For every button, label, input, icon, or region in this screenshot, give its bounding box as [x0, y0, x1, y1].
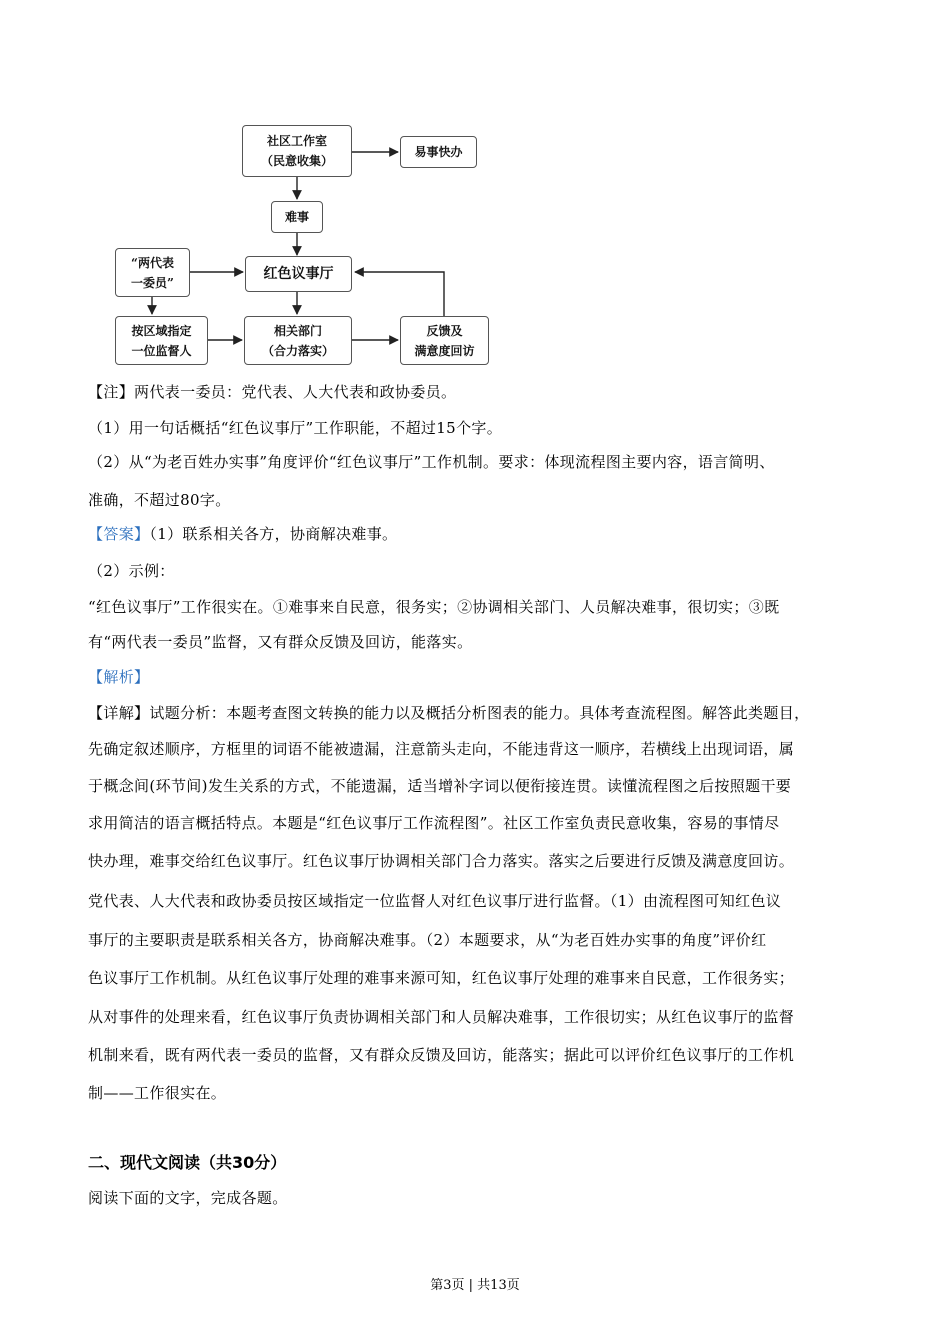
question-2-line-1: （2）从“为老百姓办实事”角度评价“红色议事厅”工作机制。要求：体现流程图主要内容，语言简明、 [88, 453, 775, 471]
note: 【注】两代表一委员：党代表、人大代表和政协委员。 [88, 383, 457, 401]
detail-line: 求用简洁的语言概括特点。本题是“红色议事厅工作流程图”。社区工作室负责民意收集，容易的事情尽 [88, 814, 780, 832]
question-2-line-2: 准确，不超过80字。 [88, 491, 231, 509]
detail-line: 机制来看，既有两代表一委员的监督，又有群众反馈及回访，能落实；据此可以评价红色议事厅的工作机 [88, 1046, 795, 1064]
detail-line: 事厅的主要职责是联系相关各方，协商解决难事。（2）本题要求，从“为老百姓办实事的角度”评价红 [88, 931, 767, 949]
flow-box-xiangguan: 相关部门 （合力落实） [244, 316, 352, 365]
flow-box-yishi: 易事快办 [400, 136, 477, 168]
answer-1: （1）联系相关各方，协商解决难事。 [149, 525, 398, 543]
flow-box-fankui: 反馈及 满意度回访 [400, 316, 489, 365]
answer-2-label: （2）示例： [88, 562, 175, 580]
flow-box-hongse: 红色议事厅 [245, 256, 352, 292]
detail-line: 色议事厅工作机制。从红色议事厅处理的难事来源可知，红色议事厅处理的难事来自民意，工作很务实； [88, 969, 795, 987]
detail-line: 从对事件的处理来看，红色议事厅负责协调相关部门和人员解决难事，工作很切实；从红色议事厅的监督 [88, 1008, 795, 1026]
detail-line: 于概念间(环节间)发生关系的方式，不能遗漏，适当增补字词以便衔接连贯。读懂流程图之后按照题干要 [88, 777, 792, 795]
flow-box-liangdai: “两代表 一委员” [115, 248, 190, 297]
flow-box-anquyu: 按区域指定 一位监督人 [115, 316, 208, 365]
analysis-label: 【解析】 [88, 668, 150, 686]
detail-line: 制——工作很实在。 [88, 1084, 227, 1102]
detail-line: 【详解】试题分析：本题考查图文转换的能力以及概括分析图表的能力。具体考查流程图。解答此类题目， [88, 704, 810, 722]
detail-line: 快办理，难事交给红色议事厅。红色议事厅协调相关部门合力落实。落实之后要进行反馈及满意度回访。 [88, 852, 795, 870]
answer-label: 【答案】 [88, 525, 150, 543]
detail-line: 党代表、人大代表和政协委员按区域指定一位监督人对红色议事厅进行监督。（1）由流程图可知红色议 [88, 892, 782, 910]
page-footer: 第3页 | 共13页 [430, 1278, 520, 1293]
flow-box-shequ: 社区工作室 （民意收集） [242, 125, 352, 177]
flow-box-nanshi: 难事 [271, 201, 323, 233]
answer-line [88, 524, 878, 544]
arrow-fankui-to-hongse [355, 272, 444, 316]
section-title: 二、现代文阅读（共30分） [88, 1153, 287, 1172]
answer-2-line-1: “红色议事厅”工作很实在。①难事来自民意，很务实；②协调相关部门、人员解决难事，很切实；③既 [88, 598, 780, 616]
section-intro: 阅读下面的文字，完成各题。 [88, 1189, 288, 1207]
answer-2-line-2: 有“两代表一委员”监督，又有群众反馈及回访，能落实。 [88, 633, 473, 651]
detail-line: 先确定叙述顺序，方框里的词语不能被遗漏，注意箭头走向，不能违背这一顺序，若横线上出现词语，属 [88, 740, 795, 758]
question-1: （1）用一句话概括“红色议事厅”工作职能，不超过15个字。 [88, 419, 503, 437]
